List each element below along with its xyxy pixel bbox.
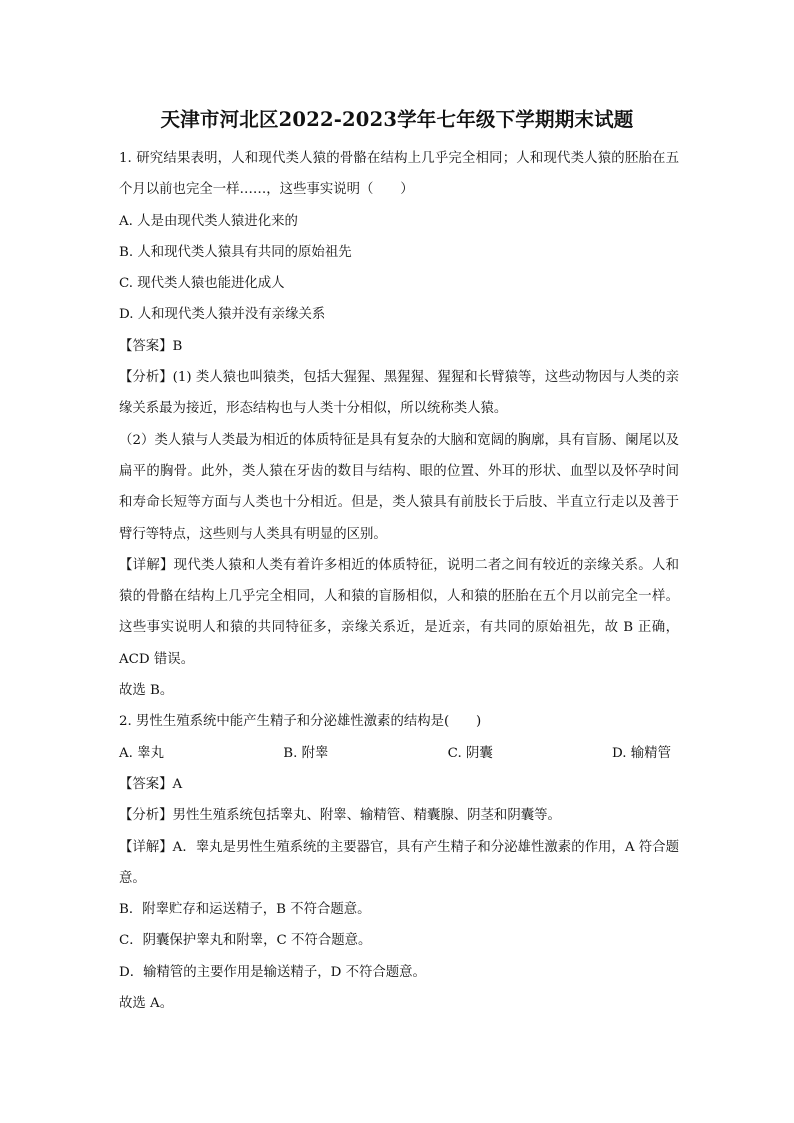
q2-analysis: 【分析】男性生殖系统包括睾丸、附睾、输精管、精囊腺、阴茎和阴囊等。 <box>119 808 561 824</box>
q2-option-b: B. 附睾 <box>283 745 329 761</box>
q2-option-d: D. 输精管 <box>612 745 671 761</box>
q1-option-d: D. 人和现代类人猿并没有亲缘关系 <box>119 307 326 323</box>
q2-options <box>119 738 671 769</box>
q1-option-c: C. 现代类人猿也能进化成人 <box>119 276 285 292</box>
q2-option-c: C. 阴囊 <box>447 745 493 761</box>
q2-option-a: A. 睾丸 <box>119 745 164 761</box>
q1-answer: 【答案】B <box>119 338 183 354</box>
q1-analysis-2: （2）类人猿与人类最为相近的体质特征是具有复杂的大脑和宽阔的胸廓，具有盲肠、阑尾以及扁平的胸骨。此外，类人猿在牙齿的数目与结构、眼的位置、外耳的形状、血型以及怀孕时间和寿命长短等方面与人类也十分相近。但是，类人猿具有前肢长于后肢、半直立行走以及善于臂行等特点，这些则与人类具有明显的区别。 <box>119 432 679 542</box>
q2-detail-d: D．输精管的主要作用是输送精子，D 不符合题意。 <box>119 964 426 980</box>
q2-stem: 2. 男性生殖系统中能产生精子和分泌雄性激素的结构是( ) <box>119 714 482 730</box>
q1-stem: 1. 研究结果表明，人和现代类人猿的骨骼在结构上几乎完全相同；人和现代类人猿的胚胎在五个月以前也完全一样……，这些事实说明（ ） <box>119 151 679 198</box>
q2-detail-b: B．附睾贮存和运送精子，B 不符合题意。 <box>119 902 371 918</box>
q2-detail-a: 【详解】A．睾丸是男性生殖系统的主要器官，具有产生精子和分泌雄性激素的作用，A 符合题意。 <box>119 839 679 886</box>
q1-option-b: B. 人和现代类人猿具有共同的原始祖先 <box>119 244 352 260</box>
q2-detail-c: C．阴囊保护睾丸和附睾，C 不符合题意。 <box>119 933 372 949</box>
q1-analysis-1: 【分析】(1) 类人猿也叫猿类，包括大猩猩、黑猩猩、猩猩和长臂猿等，这些动物因与人类的亲缘关系最为接近，形态结构也与人类十分相似，所以统称类人猿。 <box>119 370 679 417</box>
q1-option-a: A. 人是由现代类人猿进化来的 <box>119 213 298 229</box>
q2-answer: 【答案】A <box>119 776 183 792</box>
document-body <box>119 143 679 1019</box>
page-title: 天津市河北区2022-2023学年七年级下学期期末试题 <box>160 108 634 131</box>
q1-detail: 【详解】现代类人猿和人类有着许多相近的体质特征，说明二者之间有较近的亲缘关系。人和猿的骨骼在结构上几乎完全相同，人和猿的盲肠相似，人和猿的胚胎在五个月以前完全一样。这些事实说明人和猿的共同特征多，亲缘关系近，是近亲，有共同的原始祖先，故 B 正确，ACD 错误。 <box>119 557 679 667</box>
q1-conclusion: 故选 B。 <box>119 683 174 699</box>
q2-conclusion: 故选 A。 <box>119 996 174 1012</box>
